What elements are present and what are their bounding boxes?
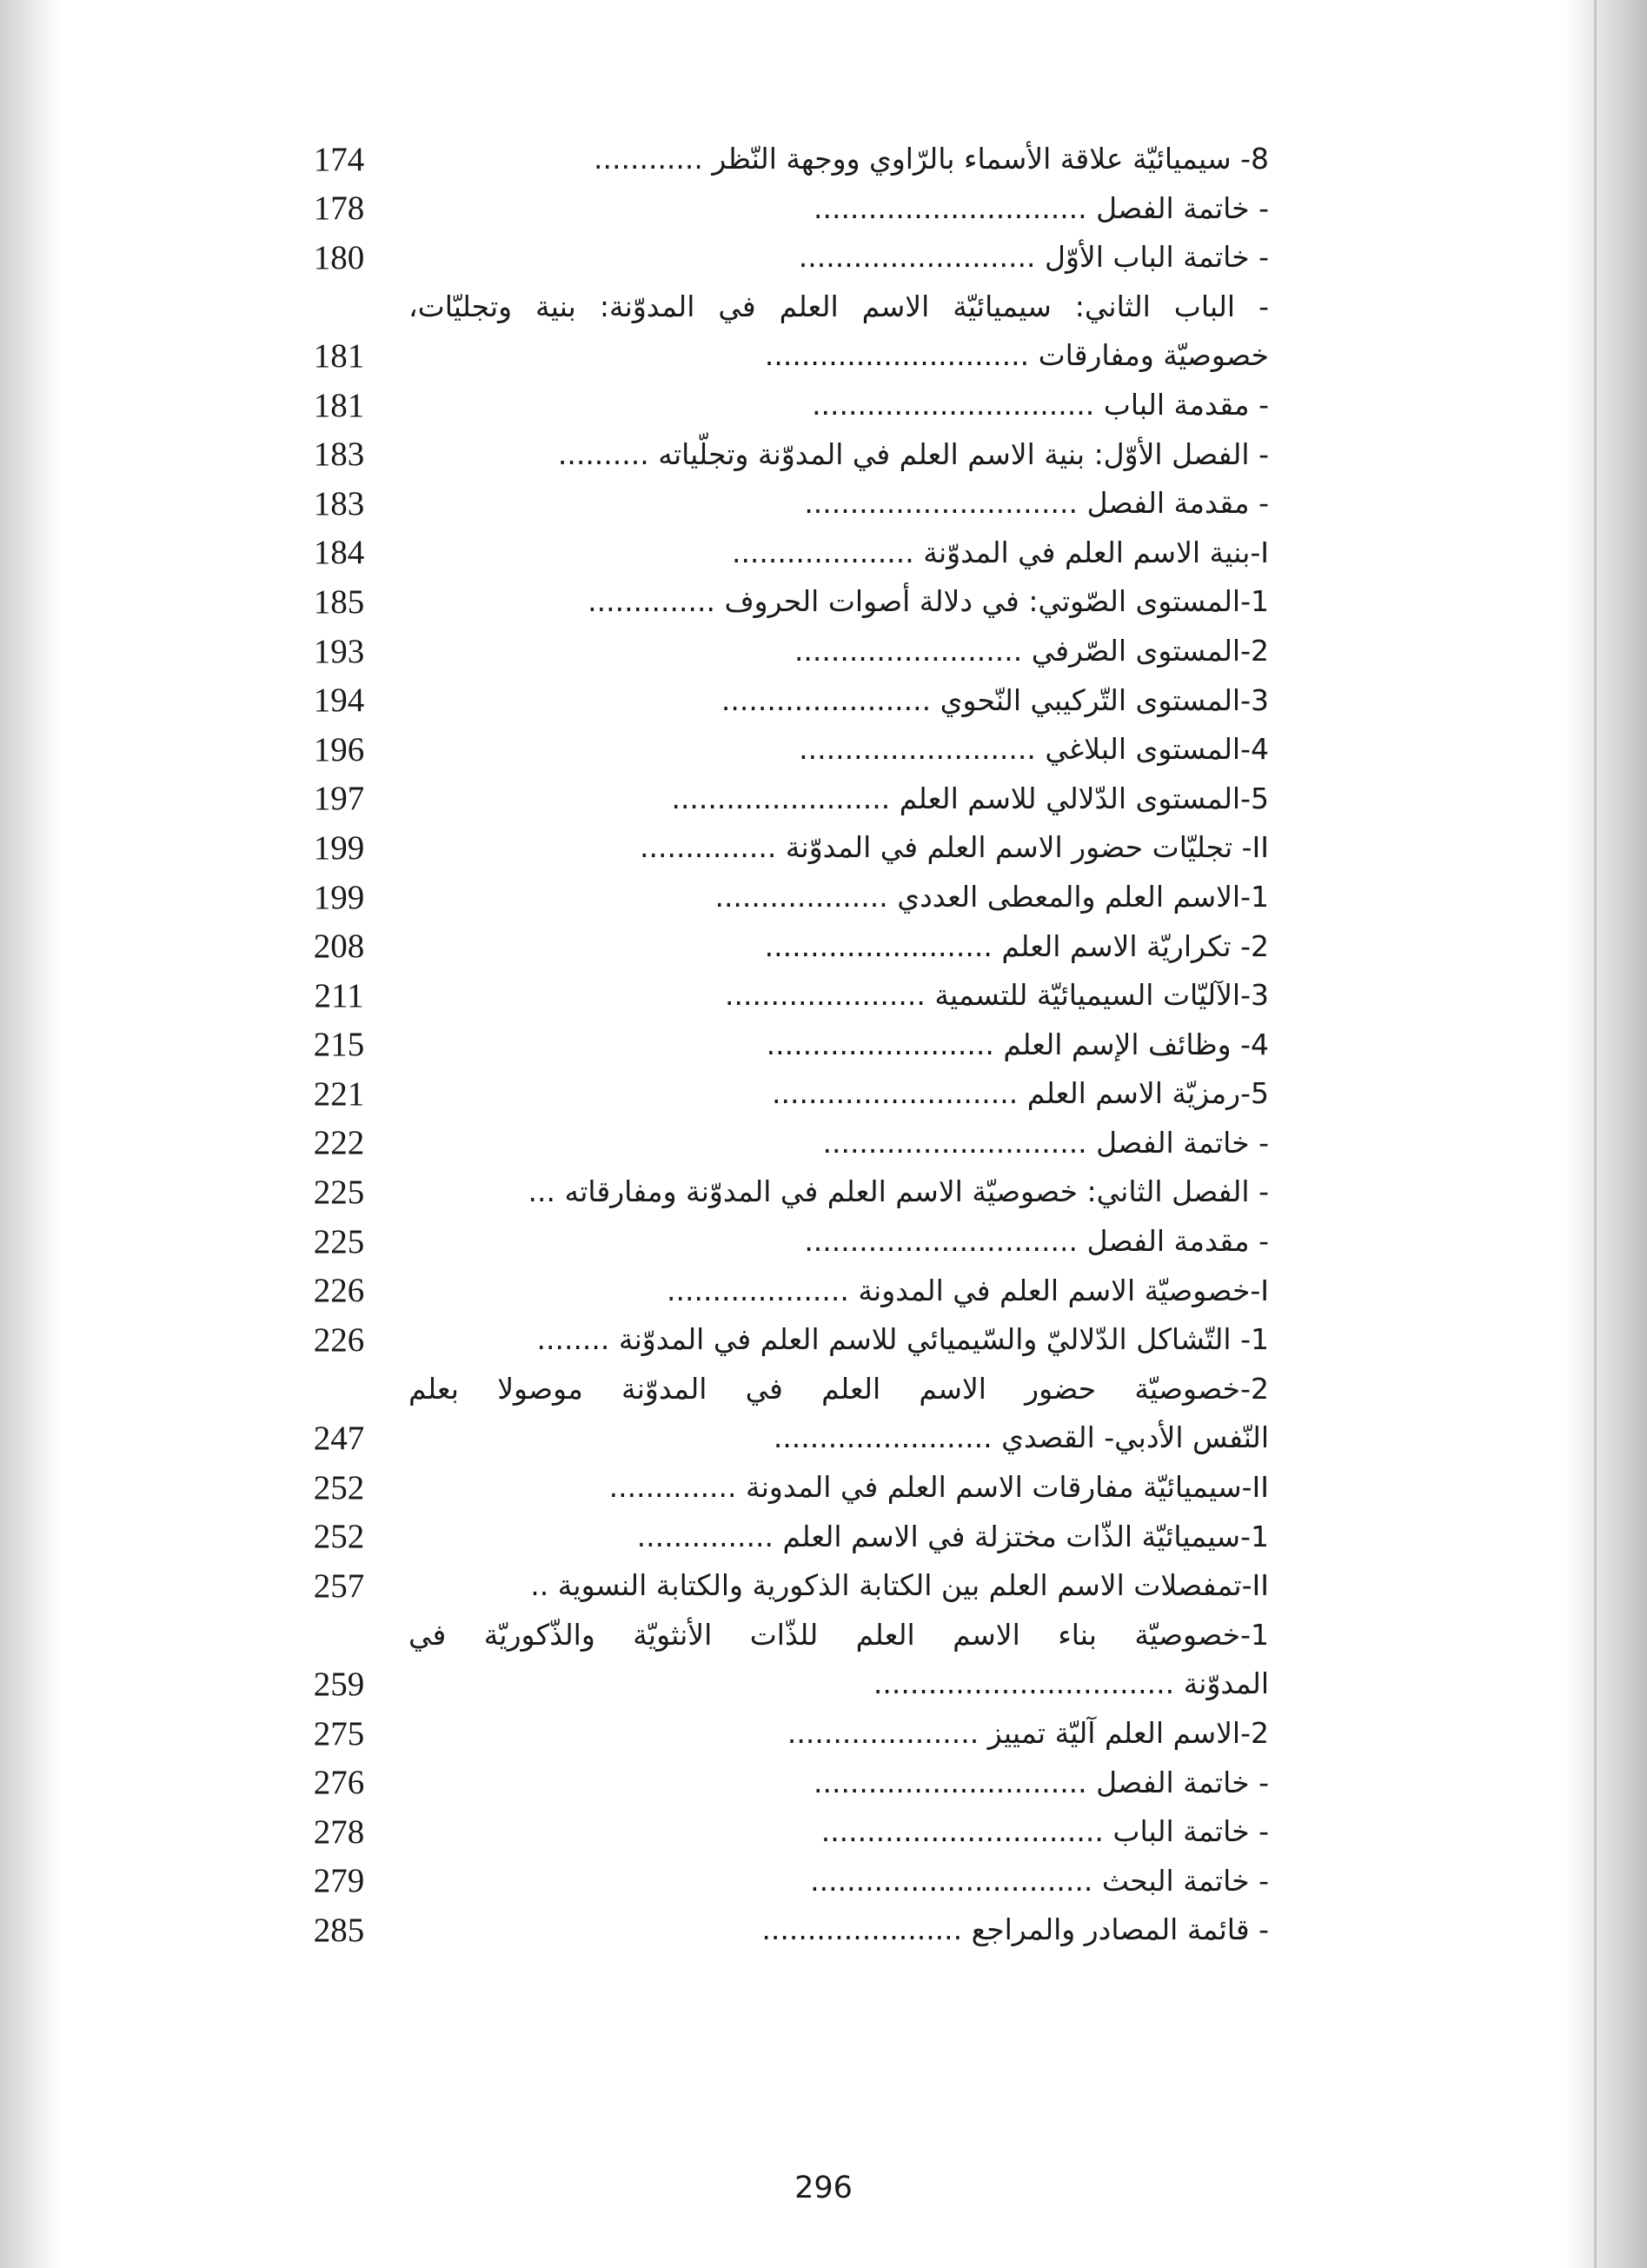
toc-entry — [287, 967, 1269, 1016]
toc-entry — [287, 622, 1269, 672]
toc-page-number: 259 — [313, 1666, 365, 1703]
toc-entry-line — [767, 1028, 1269, 1062]
toc-entry-title: - خاتمة الفصل — [1096, 1125, 1269, 1160]
toc-entry-line — [714, 880, 1269, 915]
toc-leader-dots: ........................... — [772, 1076, 1019, 1111]
toc-entry-title: - قائمة المصادر والمراجع — [971, 1912, 1269, 1947]
toc-entry — [287, 524, 1269, 574]
toc-entry-line — [667, 1274, 1269, 1308]
toc-entry-title: 4- وظائف الإسم العلم — [1003, 1027, 1269, 1061]
toc-entry-title: النّفس الأدبي- القصدي — [1001, 1420, 1269, 1455]
toc-leader-dots: ........................ — [773, 1420, 993, 1455]
toc-leader-dots: ............................. — [764, 338, 1030, 373]
toc-entry — [287, 1655, 1269, 1705]
toc-page-number: 257 — [313, 1566, 365, 1605]
toc-entry-line — [799, 732, 1269, 767]
toc-entry-line — [761, 1912, 1269, 1947]
toc-entry — [287, 1065, 1269, 1114]
toc-entry — [287, 130, 1269, 180]
toc-entry-title: 1-سيميائيّة الذّات مختزلة في الاسم العلم — [782, 1519, 1269, 1553]
toc-entry-title: - مقدمة الفصل — [1086, 1224, 1269, 1259]
toc-entry — [287, 1262, 1269, 1312]
toc-leader-dots: .............. — [608, 1470, 737, 1505]
toc-entry-line — [772, 1076, 1269, 1111]
toc-page-number: 285 — [313, 1911, 365, 1949]
toc-page-number: 185 — [313, 582, 365, 621]
toc-entry-title: المدوّنة — [1183, 1666, 1269, 1701]
toc-page-number: 252 — [313, 1518, 365, 1556]
toc-entry-line — [774, 1420, 1269, 1455]
toc-entry — [287, 1114, 1269, 1164]
toc-entry-line — [821, 1814, 1269, 1849]
toc-entry-line — [671, 781, 1269, 816]
toc-leader-dots: .................... — [731, 535, 914, 569]
toc-entry-line — [822, 1126, 1269, 1161]
toc-entry-title: 4-المستوى البلاغي — [1045, 732, 1269, 767]
toc-leader-dots: ........ — [536, 1322, 610, 1357]
toc-entry-title: 2- تكراريّة الاسم العلم — [1001, 928, 1269, 963]
toc-entry — [287, 1213, 1269, 1262]
toc-entry — [287, 1754, 1269, 1804]
toc-leader-dots: ............... — [639, 830, 777, 865]
toc-leader-dots: ................... — [714, 879, 888, 914]
toc-entry-line — [408, 1618, 1269, 1653]
toc-page-number: 199 — [313, 828, 365, 867]
toc-leader-dots: .......... — [557, 436, 649, 471]
toc-page-number: 174 — [313, 140, 365, 178]
toc-entry-line — [814, 1766, 1269, 1800]
toc-entry-line — [814, 191, 1269, 226]
toc-entry — [287, 770, 1269, 820]
toc-entry-title: - مقدمة الباب — [1103, 387, 1269, 422]
toc-page-number: 221 — [313, 1074, 365, 1113]
toc-entry — [287, 868, 1269, 918]
toc-entry-title: 1-المستوى الصّوتي: في دلالة أصوات الحروف — [724, 584, 1269, 619]
toc-leader-dots: ........................ — [671, 781, 891, 815]
scan-shadow-right — [1564, 0, 1647, 2268]
toc-entry-title: 3-المستوى التّركيبي النّحوي — [940, 682, 1269, 717]
toc-entry-line — [873, 1666, 1269, 1701]
toc-leader-dots: .............................. — [813, 190, 1087, 225]
toc-entry-line — [810, 1864, 1269, 1899]
toc-leader-dots: .. — [530, 1568, 549, 1603]
toc-entry — [287, 721, 1269, 770]
toc-leader-dots: .......................... — [799, 732, 1036, 767]
toc-entry — [287, 1459, 1269, 1508]
toc-entry — [287, 1016, 1269, 1066]
toc-page-number: 178 — [313, 190, 365, 228]
toc-entry-title: 8- سيميائيّة علاقة الأسماء بالرّاوي ووجهة النّظر — [712, 142, 1269, 176]
toc-entry-title: 2-خصوصيّة حضور الاسم العلم في المدوّنة موصولا بعلم — [408, 1371, 1269, 1406]
toc-leader-dots: ............ — [594, 142, 703, 176]
toc-page-number: 226 — [313, 1320, 365, 1359]
toc-entry — [287, 819, 1269, 868]
toc-entry-line — [725, 978, 1269, 1013]
toc-page-number: 180 — [313, 238, 365, 276]
toc-entry — [287, 180, 1269, 229]
toc-leader-dots: .............................. — [813, 1765, 1087, 1799]
toc-page-number: 199 — [313, 878, 365, 916]
toc-leader-dots: .......................... — [798, 240, 1036, 275]
toc-entry-line — [530, 1568, 1269, 1603]
toc-entry — [287, 1606, 1269, 1656]
toc-entry-line — [408, 1372, 1269, 1407]
toc-leader-dots: ............... — [636, 1519, 774, 1553]
toc-entry-line — [594, 142, 1269, 176]
toc-leader-dots: ......................... — [766, 1027, 994, 1061]
toc-entry-line — [765, 929, 1269, 964]
toc-leader-dots: ......................... — [764, 928, 993, 963]
toc-entry-line — [637, 1520, 1269, 1554]
toc-page-number: 208 — [313, 928, 365, 966]
toc-entry-line — [609, 1470, 1269, 1505]
toc-entry-line — [732, 535, 1269, 570]
toc-entry-line — [528, 1174, 1269, 1209]
toc-entry — [287, 1311, 1269, 1360]
toc-entry — [287, 1803, 1269, 1852]
toc-entry-line — [721, 683, 1269, 718]
toc-entry-title: - خاتمة الفصل — [1096, 1765, 1269, 1799]
toc-page-number: 184 — [313, 534, 365, 572]
toc-entry-title: II- تجليّات حضور الاسم العلم في المدوّنة — [785, 830, 1269, 865]
toc-page-number: 225 — [313, 1174, 365, 1212]
scan-shadow-left — [0, 0, 61, 2268]
toc-entry — [287, 475, 1269, 524]
toc-entry-line — [804, 486, 1269, 521]
toc-page-number: 183 — [313, 484, 365, 522]
toc-page-number: 226 — [313, 1272, 365, 1310]
toc-entry-title: 1-الاسم العلم والمعطى العددي — [897, 879, 1269, 914]
toc-entry-title: - خاتمة الفصل — [1096, 190, 1269, 225]
toc-entry-title: - خاتمة الباب — [1112, 1814, 1269, 1849]
toc-entry — [287, 573, 1269, 622]
toc-entry-title: خصوصيّة ومفارقات — [1038, 338, 1269, 373]
toc-entry — [287, 1409, 1269, 1459]
toc-page-number: 279 — [313, 1862, 365, 1900]
toc-leader-dots: .................... — [667, 1273, 849, 1307]
toc-page-number: 276 — [313, 1764, 365, 1802]
toc-entry — [287, 376, 1269, 426]
toc-entry — [287, 1360, 1269, 1410]
toc-entry — [287, 918, 1269, 968]
toc-entry-line — [794, 634, 1269, 668]
toc-page-number: 275 — [313, 1714, 365, 1753]
page-edge-line — [1594, 0, 1597, 2268]
toc-entry-title: - خاتمة الباب الأوّل — [1045, 240, 1269, 275]
toc-page-number: 196 — [313, 730, 365, 768]
toc-leader-dots: ......................... — [794, 633, 1023, 668]
toc-entry — [287, 1557, 1269, 1606]
toc-leader-dots: ...................... — [725, 978, 926, 1013]
toc-page-number: 215 — [313, 1026, 365, 1064]
toc-page-number: 225 — [313, 1222, 365, 1260]
toc-entry-title: 2-المستوى الصّرفي — [1031, 633, 1269, 668]
toc-page-number: 197 — [313, 780, 365, 818]
toc-entry — [287, 1705, 1269, 1754]
toc-leader-dots: ............................... — [810, 1863, 1093, 1898]
toc-page-number: 194 — [313, 682, 365, 720]
toc-entry-line — [804, 1224, 1269, 1259]
toc-entry-title: - الفصل الثاني: خصوصيّة الاسم العلم في المدوّنة ومفارقاته — [564, 1174, 1269, 1209]
toc-leader-dots: ............................... — [820, 1814, 1104, 1849]
toc-entry — [287, 1163, 1269, 1213]
toc-entry-title: 1-خصوصيّة بناء الاسم العلم للذّات الأنثويّة والذّكوريّة في — [408, 1617, 1269, 1652]
toc-entry-line — [588, 584, 1269, 619]
toc-entry — [287, 672, 1269, 722]
toc-entry — [287, 327, 1269, 376]
toc-leader-dots: ... — [528, 1174, 556, 1209]
toc-entry-title: I-خصوصيّة الاسم العلم في المدونة — [858, 1273, 1269, 1307]
toc-entry-line — [787, 1716, 1269, 1751]
toc-entry-line — [812, 388, 1269, 422]
toc-leader-dots: .............................. — [804, 1224, 1079, 1259]
toc-entry — [287, 1508, 1269, 1558]
toc-entry — [287, 278, 1269, 328]
toc-entry-title: II-سيميائيّة مفارقات الاسم العلم في المدونة — [746, 1470, 1269, 1505]
toc-leader-dots: ..................... — [787, 1716, 980, 1750]
table-of-contents — [287, 130, 1269, 1951]
toc-leader-dots: ................................. — [873, 1666, 1175, 1701]
toc-entry-title: II-تمفصلات الاسم العلم بين الكتابة الذكورية والكتابة النسوية — [557, 1568, 1269, 1603]
toc-entry-title: 1- التّشاكل الدّلاليّ والسّيميائي للاسم العلم في المدوّنة — [618, 1322, 1269, 1357]
toc-entry-title: - خاتمة البحث — [1101, 1863, 1269, 1898]
toc-page-number: 181 — [313, 386, 365, 424]
toc-page-number: 211 — [314, 976, 364, 1014]
toc-entry — [287, 426, 1269, 476]
toc-entry-line — [765, 338, 1269, 373]
toc-entry-line — [536, 1322, 1269, 1357]
toc-entry-title: 5-رمزيّة الاسم العلم — [1026, 1076, 1269, 1111]
toc-page-number: 181 — [313, 336, 365, 375]
toc-entry-title: I-بنية الاسم العلم في المدوّنة — [923, 535, 1269, 569]
toc-page-number: 222 — [313, 1124, 365, 1162]
toc-leader-dots: ............................. — [822, 1125, 1087, 1160]
toc-page-number: 193 — [313, 632, 365, 670]
toc-entry-title: - مقدمة الفصل — [1086, 486, 1269, 521]
toc-entry-title: 3-الآليّات السيميائيّة للتسمية — [934, 978, 1269, 1013]
toc-page-number: 252 — [313, 1468, 365, 1506]
page-number: 296 — [794, 2171, 853, 2205]
toc-page-number: 278 — [313, 1812, 365, 1851]
toc-entry — [287, 229, 1269, 278]
toc-leader-dots: ....................... — [721, 682, 932, 717]
toc-entry-line — [558, 437, 1269, 472]
toc-entry-line — [640, 830, 1269, 865]
toc-leader-dots: .............. — [588, 584, 715, 619]
toc-entry — [287, 1901, 1269, 1951]
toc-entry-title: 2-الاسم العلم آليّة تمييز — [987, 1716, 1269, 1750]
toc-entry-title: - الباب الثاني: سيميائيّة الاسم العلم في المدوّنة: بنية وتجليّات، — [408, 289, 1269, 323]
toc-leader-dots: ............................... — [812, 387, 1095, 422]
toc-page-number: 247 — [313, 1420, 365, 1458]
toc-leader-dots: ...................... — [761, 1912, 963, 1947]
toc-entry — [287, 1852, 1269, 1902]
toc-entry-title: 5-المستوى الدّلالي للاسم العلم — [899, 781, 1269, 815]
toc-entry-line — [408, 289, 1269, 324]
toc-entry-title: - الفصل الأوّل: بنية الاسم العلم في المدوّنة وتجلّياته — [658, 436, 1269, 471]
toc-leader-dots: .............................. — [804, 486, 1079, 521]
toc-page-number: 183 — [313, 436, 365, 474]
toc-entry-line — [799, 240, 1269, 275]
